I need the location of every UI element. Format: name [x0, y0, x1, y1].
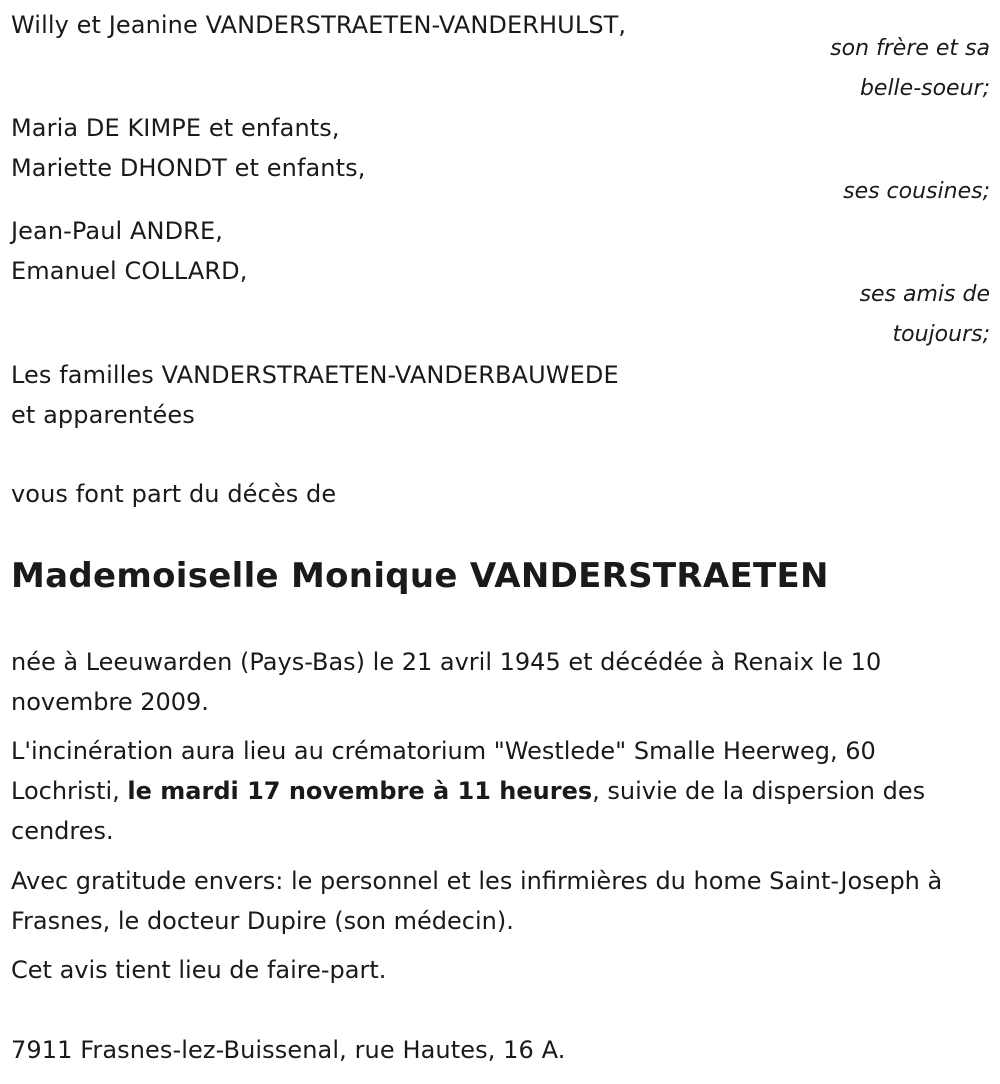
relationship-label: belle-soeur; [859, 76, 990, 101]
family-name-line: Mariette DHONDT et enfants, [11, 154, 366, 182]
gratitude-paragraph: Avec gratitude envers: le personnel et les infirmières du home Saint-Joseph à Frasnes, le docteur Dupire (son médecin). [11, 867, 943, 935]
family-name-line: Les familles VANDERSTRAETEN-VANDERBAUWEDE [11, 361, 619, 389]
address-text: 7911 Frasnes-lez-Buissenal, rue Hautes, 16 A. [11, 1036, 566, 1064]
cremation-text-end: , suivie de la dispersion des cendres. [11, 777, 926, 845]
relationship-label: ses cousines; [843, 179, 990, 204]
relationship-label: ses amis de [859, 282, 990, 307]
cremation-date: le mardi 17 novembre à 11 heures [127, 777, 593, 805]
family-name-line: Willy et Jeanine VANDERSTRAETEN-VANDERHULST, [11, 11, 627, 39]
cremation-paragraph [11, 731, 986, 851]
announcement-text: vous font part du décès de [11, 480, 337, 508]
family-name-line: Maria DE KIMPE et enfants, [11, 114, 340, 142]
family-name-line: et apparentées [11, 401, 195, 429]
cremation-text: L'incinération aura lieu au crématorium "Westlede" Smalle Heerweg, 60 Lochristi, [11, 737, 876, 805]
relationship-label: son frère et sa [830, 36, 990, 61]
birth-death-paragraph: née à Leeuwarden (Pays-Bas) le 21 avril 1945 et décédée à Renaix le 10 novembre 2009. [11, 648, 882, 716]
relationship-label: toujours; [892, 322, 990, 347]
notice-text: Cet avis tient lieu de faire-part. [11, 956, 387, 984]
deceased-name: Mademoiselle Monique VANDERSTRAETEN [11, 556, 829, 596]
family-name-line: Jean-Paul ANDRE, [11, 217, 223, 245]
family-name-line: Emanuel COLLARD, [11, 257, 248, 285]
